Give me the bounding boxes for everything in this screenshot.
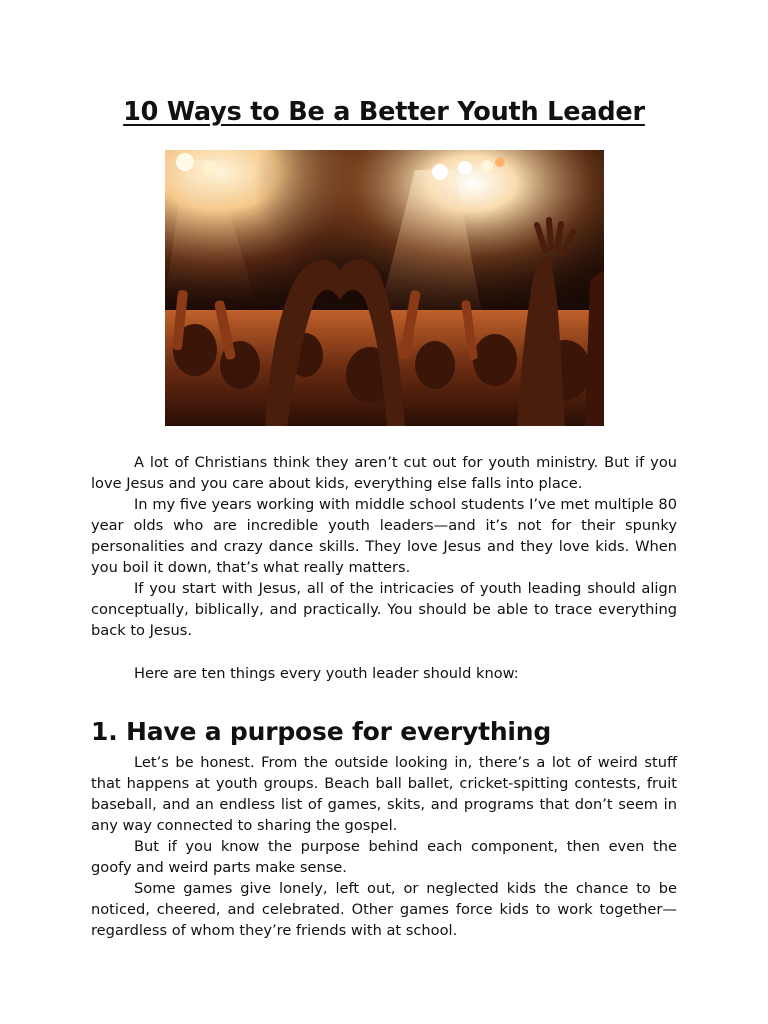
intro-paragraph: If you start with Jesus, all of the intricacies of youth leading should align conceptually, biblically, and practically. You should be able to trace everything back to Jesus. (91, 580, 677, 639)
concert-crowd-photo (165, 150, 604, 426)
section-heading: 1. Have a purpose for everything (91, 717, 552, 746)
section-paragraph: But if you know the purpose behind each component, then even the goofy and weird parts make sense. (91, 838, 677, 876)
intro-paragraph: A lot of Christians think they aren’t cut out for youth ministry. But if you love Jesus and you care about kids, everything else falls into place. (91, 454, 677, 492)
section-paragraph: Some games give lonely, left out, or neglected kids the chance to be noticed, cheered, and celebrated. Other games force kids to work together—regardless of whom they’re friends with at school. (91, 880, 677, 939)
concert-crowd-illustration (165, 150, 604, 426)
page-title: 10 Ways to Be a Better Youth Leader (123, 97, 645, 127)
intro-paragraph: In my five years working with middle school students I’ve met multiple 80 year olds who are incredible youth leaders—and it’s not for their spunky personalities and crazy dance skills. They love Jesus and they love kids. When you boil it down, that’s what really matters. (91, 496, 677, 576)
intro-section (91, 452, 677, 641)
section-paragraph: Let’s be honest. From the outside looking in, there’s a lot of weird stuff that happens at youth groups. Beach ball ballet, cricket-spitting contests, fruit baseball, and an endless list of games, skits, and programs that don’t seem in any way connected to sharing the gospel. (91, 754, 677, 834)
list-intro: Here are ten things every youth leader should know: (134, 665, 519, 682)
section-body (91, 752, 677, 941)
